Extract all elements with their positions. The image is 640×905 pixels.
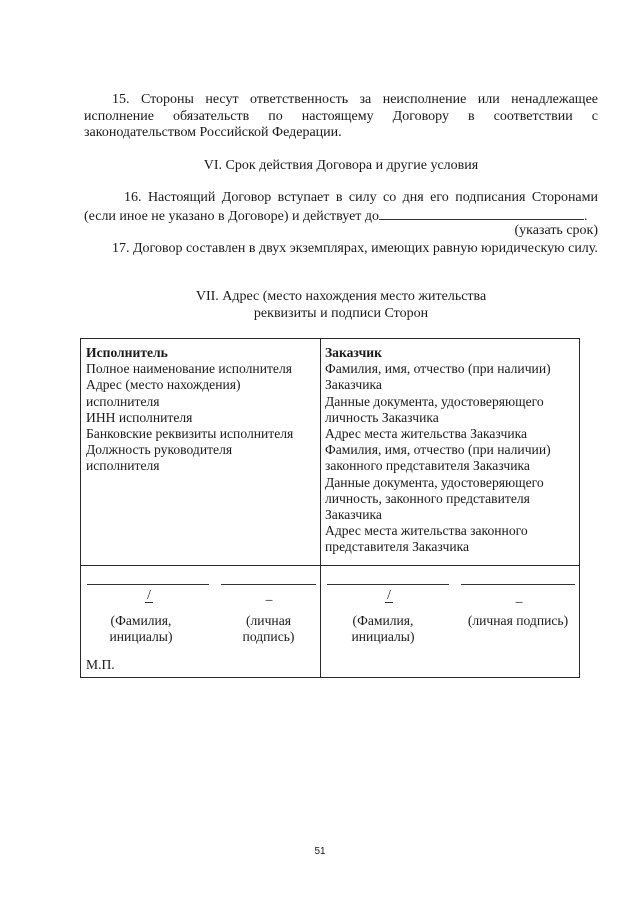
- customer-dash: _: [515, 589, 523, 604]
- executor-line: Банковские реквизиты исполнителя: [86, 426, 294, 442]
- table-row-divider: [81, 565, 579, 566]
- name-caption-line-2: инициалы): [351, 629, 415, 644]
- paragraph-15: 15. Стороны несут ответственность за неисполнение или ненадлежащее исполнение обязательств по настоящему Договору в соответствии с законодательством Российской Федерации.: [84, 92, 598, 140]
- customer-slash-text: /: [387, 587, 391, 602]
- parties-table: [80, 338, 580, 678]
- executor-name-caption: [91, 613, 191, 645]
- executor-slash: [139, 587, 159, 603]
- stamp-label: М.П.: [86, 657, 115, 672]
- customer-line: Адрес места жительства законного: [325, 523, 528, 539]
- customer-line: Фамилия, имя, отчество (при наличии): [325, 442, 551, 458]
- executor-line: Полное наименование исполнителя: [86, 361, 292, 377]
- customer-name-line: [327, 584, 449, 585]
- executor-sign-line: [221, 584, 316, 585]
- customer-line: Заказчика: [325, 507, 382, 523]
- customer-sign-line: [461, 584, 575, 585]
- paragraph-17: 17. Договор составлен в двух экземплярах, имеющих равную юридическую силу.: [112, 241, 598, 256]
- executor-details: [86, 345, 293, 475]
- page-number: 51: [314, 846, 326, 857]
- executor-line: Адрес (место нахождения): [86, 377, 241, 393]
- name-caption-line-1: (Фамилия,: [110, 613, 172, 628]
- customer-header: Заказчик: [325, 345, 382, 360]
- name-caption-line-1: (Фамилия,: [352, 613, 414, 628]
- sign-caption-line-2: подпись): [242, 629, 295, 644]
- customer-slash: [379, 587, 399, 603]
- name-caption-line-2: инициалы): [109, 629, 173, 644]
- paragraph-16-end: .: [584, 208, 588, 224]
- executor-slash-text: /: [147, 587, 151, 602]
- customer-line: представителя Заказчика: [325, 539, 470, 555]
- executor-line: ИНН исполнителя: [86, 409, 193, 425]
- sign-caption-line-1: (личная: [246, 613, 291, 628]
- table-column-divider: [320, 339, 321, 677]
- executor-line: исполнителя: [86, 458, 160, 474]
- executor-line: Должность руководителя: [86, 442, 233, 458]
- term-hint: (указать срок): [514, 223, 598, 238]
- executor-name-line: [87, 584, 209, 585]
- customer-line: Фамилия, имя, отчество (при наличии): [325, 361, 551, 377]
- executor-sign-caption: [221, 613, 316, 645]
- executor-line: исполнителя: [86, 393, 160, 409]
- paragraph-16-text: 16. Настоящий Договор вступает в силу со дня его подписания Сторонами (если иное не указано в Договоре) и действует до: [84, 190, 598, 224]
- paragraph-16: [84, 190, 598, 225]
- term-blank-line: [379, 207, 584, 220]
- customer-details: [325, 345, 551, 556]
- customer-line: личность, законного представителя: [325, 490, 530, 506]
- customer-sign-caption: (личная подпись): [467, 613, 569, 628]
- section-7-title-line-2: реквизиты и подписи Сторон: [253, 306, 429, 321]
- customer-line: Данные документа, удостоверяющего: [325, 393, 544, 409]
- customer-line: законного представителя Заказчика: [325, 458, 530, 474]
- section-6-title: VI. Срок действия Договора и другие условия: [203, 158, 479, 173]
- executor-header: Исполнитель: [86, 345, 168, 360]
- customer-line: Адрес места жительства Заказчика: [325, 426, 528, 442]
- customer-line: Заказчика: [325, 377, 382, 393]
- customer-name-caption: [333, 613, 433, 645]
- executor-dash: _: [265, 587, 273, 602]
- section-7-title-line-1: VII. Адрес (место нахождения место жительства: [195, 289, 487, 304]
- customer-line: личность Заказчика: [325, 409, 439, 425]
- customer-line: Данные документа, удостоверяющего: [325, 474, 544, 490]
